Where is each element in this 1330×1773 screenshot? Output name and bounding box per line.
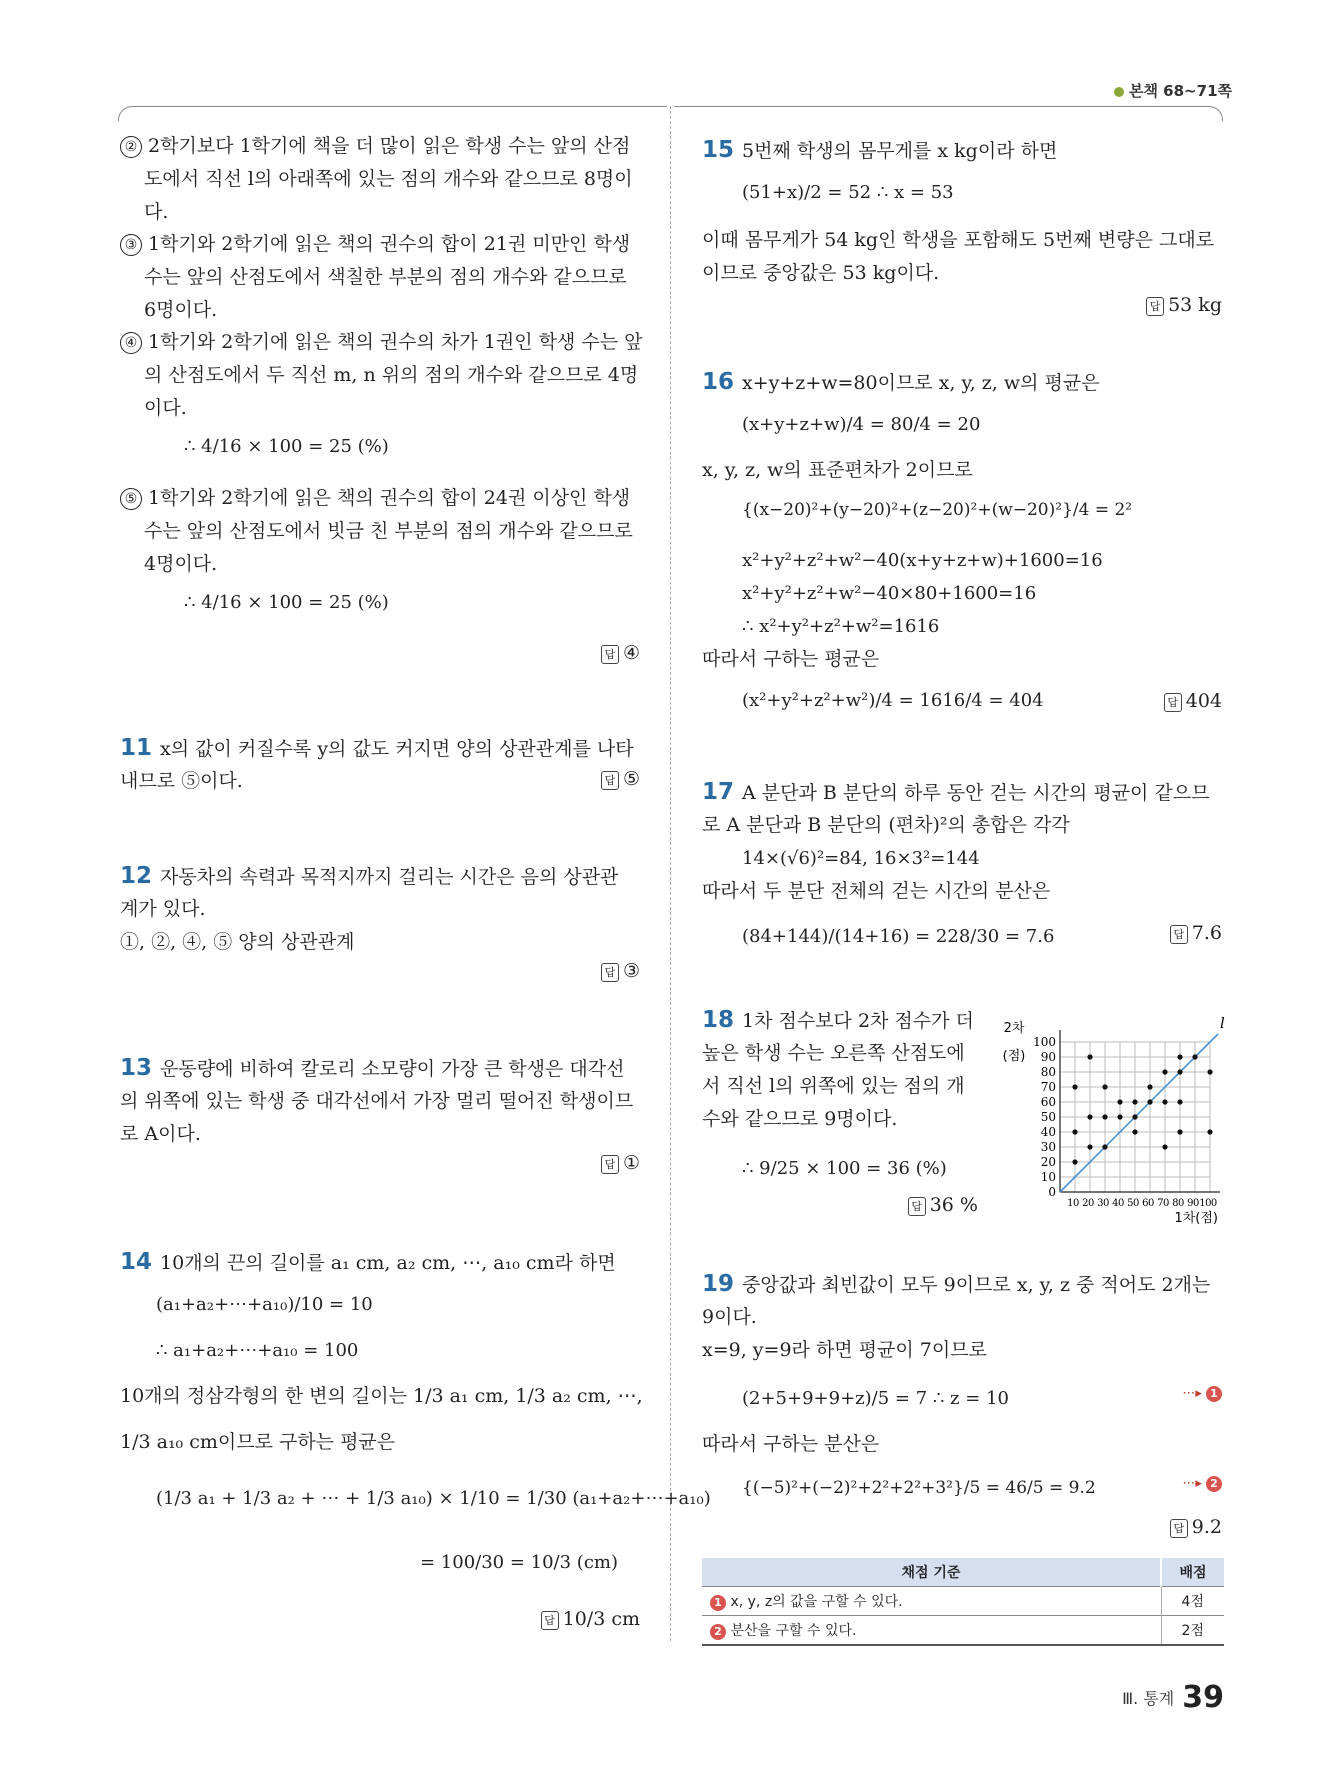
data-point	[1177, 1069, 1182, 1074]
equation: (x+y+z+w)/4 = 80/4 = 20	[742, 414, 981, 435]
answer-icon: 답	[601, 771, 619, 790]
answer-12: 답 ③	[601, 960, 640, 982]
data-point	[1102, 1114, 1107, 1119]
equation: (x²+y²+z²+w²)/4 = 1616/4 = 404	[742, 690, 1044, 711]
equation: x²+y²+z²+w²−40(x+y+z+w)+1600=16	[742, 550, 1103, 571]
equation: ∴ 9/25 × 100 = 36 (%)	[742, 1158, 947, 1179]
data-point	[1102, 1144, 1107, 1149]
answer-13: 답 ①	[601, 1152, 640, 1174]
percent-calc: ∴ 4/16 × 100 = 25 (%)	[184, 592, 389, 613]
percent-calc: ∴ 4/16 × 100 = 25 (%)	[184, 436, 389, 457]
column-divider	[670, 106, 671, 1641]
data-point	[1162, 1144, 1167, 1149]
page-reference: 본책 68~71쪽	[1114, 80, 1232, 101]
y-tick-label: 10	[1040, 1170, 1056, 1184]
data-point	[1207, 1129, 1212, 1134]
data-point	[1162, 1069, 1167, 1074]
scoring-header-points: 배점	[1161, 1558, 1224, 1587]
equation: {(x−20)²+(y−20)²+(z−20)²+(w−20)²}/4 = 2²	[742, 500, 1133, 520]
y-axis-label: (점)	[1002, 1049, 1026, 1064]
x-tick-label: 10	[1067, 1198, 1079, 1209]
data-point	[1072, 1084, 1077, 1089]
data-point	[1177, 1099, 1182, 1104]
y-tick-label: 90	[1040, 1050, 1056, 1064]
data-point	[1177, 1054, 1182, 1059]
equation: ∴ x²+y²+z²+w²=1616	[742, 616, 940, 637]
data-point	[1087, 1114, 1092, 1119]
data-point	[1117, 1099, 1122, 1104]
data-point	[1132, 1129, 1137, 1134]
y-tick-label: 20	[1040, 1155, 1056, 1169]
page-footer	[1122, 1680, 1224, 1715]
scoring-mark-2: ⋯▸ 2	[1182, 1476, 1222, 1492]
scoring-header-criteria: 채점 기준	[702, 1558, 1161, 1587]
data-point	[1162, 1099, 1167, 1104]
equation: (84+144)/(14+16) = 228/30 = 7.6	[742, 926, 1055, 947]
data-point	[1102, 1084, 1107, 1089]
data-point	[1207, 1069, 1212, 1074]
x-tick-label: 40	[1112, 1198, 1124, 1209]
equation: {(−5)²+(−2)²+2²+2²+3²}/5 = 46/5 = 9.2	[742, 1478, 1096, 1498]
data-point	[1147, 1099, 1152, 1104]
equation: (1/3 a₁ + 1/3 a₂ + ⋯ + 1/3 a₁₀) × 1/10 = 1/30 (a₁+a₂+⋯+a₁₀)	[156, 1488, 711, 1509]
scoring-table	[702, 1558, 1224, 1646]
line-l-label: l	[1220, 1014, 1225, 1032]
equation: = 100/30 = 10/3 (cm)	[420, 1552, 618, 1573]
answer-17: 답 7.6	[1170, 922, 1222, 944]
answer-11: 답 ⑤	[601, 768, 640, 790]
data-point	[1177, 1129, 1182, 1134]
data-point	[1087, 1054, 1092, 1059]
y-tick-label: 50	[1040, 1110, 1056, 1124]
left-column-frame	[118, 106, 667, 121]
data-point	[1117, 1114, 1122, 1119]
x-tick-label: 100	[1199, 1198, 1217, 1209]
answer-icon: 답	[1164, 693, 1182, 712]
equation: ∴ a₁+a₂+⋯+a₁₀ = 100	[156, 1340, 359, 1361]
x-tick-label: 80	[1172, 1198, 1184, 1209]
equation: 14×(√6)²=84, 16×3²=144	[742, 848, 980, 869]
answer-icon: 답	[541, 1611, 559, 1630]
x-tick-label: 70	[1157, 1198, 1169, 1209]
y-tick-label: 40	[1040, 1125, 1056, 1139]
y-tick-label: 80	[1040, 1065, 1056, 1079]
x-tick-label: 30	[1097, 1198, 1109, 1209]
answer-icon: 답	[1170, 925, 1188, 944]
answer-icon: 답	[601, 1155, 619, 1174]
bullet-dot-icon	[1114, 87, 1124, 97]
data-point	[1147, 1084, 1152, 1089]
scatter-plot	[996, 1010, 1225, 1232]
y-tick-label: 0	[1048, 1185, 1056, 1199]
answer-16: 답 404	[1164, 690, 1222, 712]
data-point	[1087, 1144, 1092, 1149]
x-tick-label: 60	[1142, 1198, 1154, 1209]
right-column-frame	[674, 106, 1223, 121]
answer-10: 답 ④	[601, 642, 640, 664]
answer-19: 답 9.2	[1170, 1516, 1222, 1538]
answer-14: 답 10/3 cm	[541, 1608, 640, 1630]
data-point	[1132, 1114, 1137, 1119]
y-tick-label: 100	[1033, 1035, 1056, 1049]
answer-icon: 답	[601, 963, 619, 982]
y-tick-label: 60	[1040, 1095, 1056, 1109]
table-row: 2 분산을 구할 수 있다. 2점	[702, 1616, 1224, 1646]
answer-icon: 답	[1146, 297, 1164, 316]
scoring-mark-1: ⋯▸ 1	[1182, 1386, 1222, 1402]
x-axis-label: 1차(점)	[1174, 1211, 1218, 1226]
answer-icon: 답	[908, 1197, 926, 1216]
equation: (2+5+9+9+z)/5 = 7 ∴ z = 10	[742, 1388, 1009, 1409]
x-tick-label: 50	[1127, 1198, 1139, 1209]
page-number: 39	[1182, 1680, 1224, 1715]
y-tick-label: 30	[1040, 1140, 1056, 1154]
equation: x²+y²+z²+w²−40×80+1600=16	[742, 583, 1037, 604]
data-point	[1072, 1129, 1077, 1134]
x-tick-label: 90	[1187, 1198, 1199, 1209]
data-point	[1072, 1159, 1077, 1164]
section-label: Ⅲ. 통계	[1122, 1689, 1175, 1708]
equation: (51+x)/2 = 52 ∴ x = 53	[742, 182, 954, 203]
answer-18: 답 36 %	[908, 1194, 978, 1216]
equation: (a₁+a₂+⋯+a₁₀)/10 = 10	[156, 1294, 373, 1315]
data-point	[1192, 1054, 1197, 1059]
data-point	[1132, 1099, 1137, 1104]
table-row: 1 x, y, z의 값을 구할 수 있다. 4점	[702, 1587, 1224, 1616]
x-tick-label: 20	[1082, 1198, 1094, 1209]
answer-icon: 답	[1170, 1519, 1188, 1538]
y-axis-label: 2차	[1003, 1021, 1025, 1036]
answer-icon: 답	[601, 645, 619, 664]
answer-15: 답 53 kg	[1146, 294, 1222, 316]
y-tick-label: 70	[1040, 1080, 1056, 1094]
